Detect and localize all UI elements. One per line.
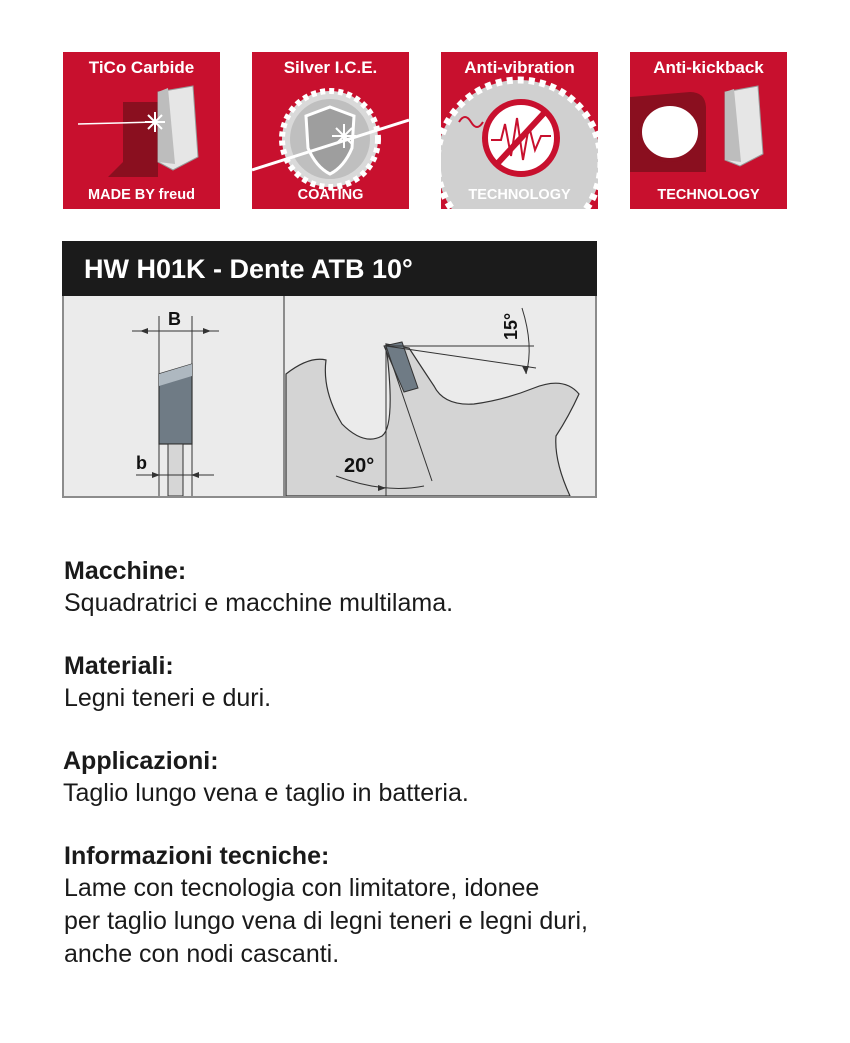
spec-diagram [62, 296, 597, 498]
badge-title: Anti-vibration [464, 58, 575, 77]
badge-subtitle: TECHNOLOGY [468, 187, 571, 203]
section-label: Macchine: [64, 557, 187, 585]
section-label: Materiali: [64, 652, 174, 680]
badge-silver-ice [252, 52, 409, 209]
section-text-line: per taglio lungo vena di legni teneri e legni duri, [64, 907, 588, 935]
section-text: Legni teneri e duri. [64, 684, 272, 712]
section-label: Informazioni tecniche: [64, 842, 330, 870]
section-text-line: anche con nodi cascanti. [64, 940, 340, 968]
badge-subtitle: TECHNOLOGY [657, 187, 760, 203]
section-informazioni-tecniche [64, 840, 804, 971]
angle-15-label: 15° [501, 312, 521, 340]
badge-subtitle: MADE BY freud [88, 187, 195, 203]
spec-title: HW H01K - Dente ATB 10° [84, 254, 413, 284]
section-text: Taglio lungo vena e taglio in batteria. [63, 779, 469, 807]
spec-header [62, 241, 597, 296]
tooth-geometry-diagram [64, 296, 595, 496]
width-B-label: B [168, 309, 181, 329]
badge-anti-kickback [630, 52, 787, 209]
width-b-label: b [136, 453, 147, 473]
section-materiali [64, 650, 804, 715]
badge-title: Silver I.C.E. [283, 58, 378, 77]
badge-title: TiCo Carbide [88, 58, 195, 77]
tooth-spec-panel [62, 241, 597, 500]
section-applicazioni [63, 745, 803, 810]
section-label: Applicazioni: [63, 747, 219, 775]
badge-anti-vibration [441, 52, 598, 209]
badge-subtitle: COATING [297, 187, 364, 203]
section-text: Squadratrici e macchine multilama. [64, 589, 454, 617]
badge-title: Anti-kickback [653, 58, 764, 77]
section-macchine [64, 555, 804, 620]
section-text-line: Lame con tecnologia con limitatore, idonee [64, 874, 540, 902]
angle-20-label: 20° [344, 455, 375, 477]
badge-tico-carbide [63, 52, 220, 209]
